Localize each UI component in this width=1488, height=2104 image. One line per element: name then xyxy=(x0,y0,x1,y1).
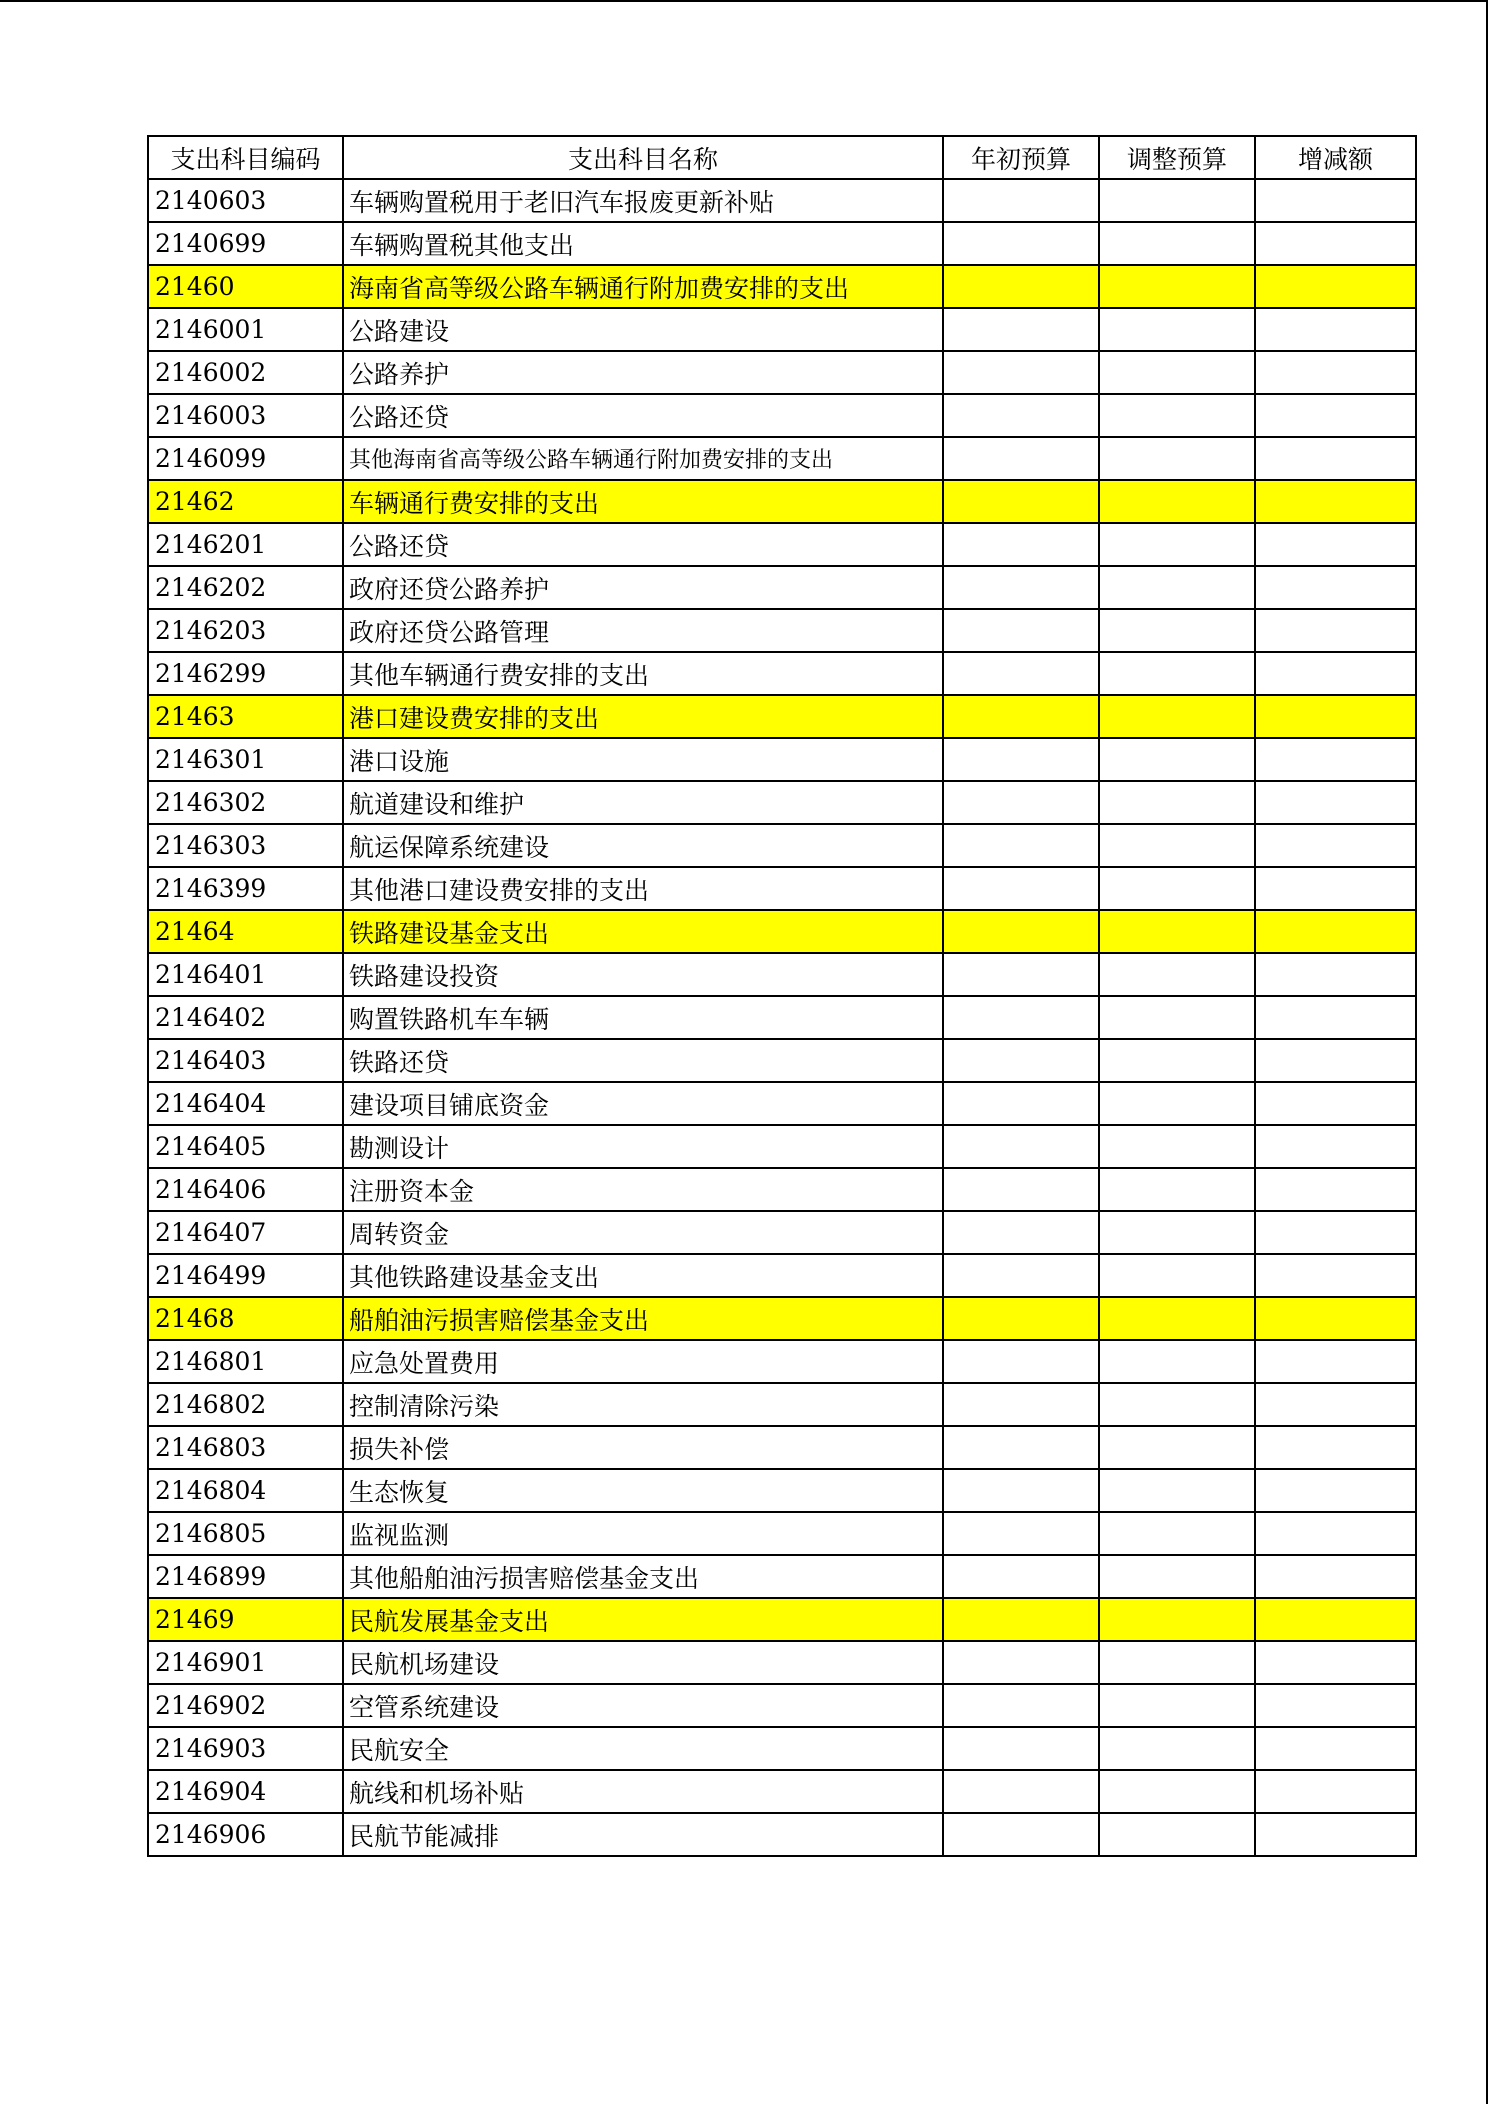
table-row xyxy=(148,867,1416,910)
cell-name: 车辆通行费安排的支出 xyxy=(343,480,943,523)
cell-initial-budget xyxy=(943,1641,1099,1684)
cell-adjusted-budget xyxy=(1099,1125,1255,1168)
cell-change xyxy=(1255,1469,1416,1512)
table-row xyxy=(148,738,1416,781)
cell-name: 政府还贷公路养护 xyxy=(343,566,943,609)
cell-adjusted-budget xyxy=(1099,738,1255,781)
cell-change xyxy=(1255,1168,1416,1211)
cell-adjusted-budget xyxy=(1099,996,1255,1039)
cell-code: 21469 xyxy=(148,1598,343,1641)
cell-code: 2146202 xyxy=(148,566,343,609)
cell-change xyxy=(1255,1770,1416,1813)
cell-adjusted-budget xyxy=(1099,1297,1255,1340)
cell-adjusted-budget xyxy=(1099,1211,1255,1254)
cell-initial-budget xyxy=(943,222,1099,265)
cell-adjusted-budget xyxy=(1099,609,1255,652)
cell-change xyxy=(1255,824,1416,867)
cell-code: 2146002 xyxy=(148,351,343,394)
cell-name: 损失补偿 xyxy=(343,1426,943,1469)
budget-table xyxy=(147,135,1417,1857)
cell-name: 公路养护 xyxy=(343,351,943,394)
category-row xyxy=(148,695,1416,738)
cell-code: 21468 xyxy=(148,1297,343,1340)
cell-code: 2146902 xyxy=(148,1684,343,1727)
cell-adjusted-budget xyxy=(1099,1168,1255,1211)
cell-change xyxy=(1255,1211,1416,1254)
header-change: 增减额 xyxy=(1255,136,1416,179)
cell-code: 2146399 xyxy=(148,867,343,910)
cell-change xyxy=(1255,394,1416,437)
cell-adjusted-budget xyxy=(1099,652,1255,695)
cell-code: 2146001 xyxy=(148,308,343,351)
cell-adjusted-budget xyxy=(1099,265,1255,308)
cell-name: 公路还贷 xyxy=(343,394,943,437)
cell-change xyxy=(1255,652,1416,695)
cell-adjusted-budget xyxy=(1099,824,1255,867)
cell-initial-budget xyxy=(943,996,1099,1039)
cell-initial-budget xyxy=(943,1555,1099,1598)
cell-initial-budget xyxy=(943,738,1099,781)
cell-change xyxy=(1255,1383,1416,1426)
cell-name: 民航安全 xyxy=(343,1727,943,1770)
cell-name: 购置铁路机车车辆 xyxy=(343,996,943,1039)
cell-initial-budget xyxy=(943,265,1099,308)
cell-adjusted-budget xyxy=(1099,351,1255,394)
cell-initial-budget xyxy=(943,1254,1099,1297)
table-row xyxy=(148,1555,1416,1598)
cell-initial-budget xyxy=(943,1383,1099,1426)
cell-name: 航运保障系统建设 xyxy=(343,824,943,867)
cell-name: 航道建设和维护 xyxy=(343,781,943,824)
cell-change xyxy=(1255,1125,1416,1168)
cell-name: 其他车辆通行费安排的支出 xyxy=(343,652,943,695)
cell-adjusted-budget xyxy=(1099,480,1255,523)
cell-code: 2146401 xyxy=(148,953,343,996)
cell-code: 2146906 xyxy=(148,1813,343,1856)
cell-initial-budget xyxy=(943,1125,1099,1168)
cell-initial-budget xyxy=(943,1168,1099,1211)
cell-code: 21462 xyxy=(148,480,343,523)
cell-adjusted-budget xyxy=(1099,953,1255,996)
cell-adjusted-budget xyxy=(1099,1469,1255,1512)
cell-adjusted-budget xyxy=(1099,1598,1255,1641)
cell-change xyxy=(1255,1039,1416,1082)
table-header-row xyxy=(148,136,1416,179)
cell-name: 港口建设费安排的支出 xyxy=(343,695,943,738)
table-row xyxy=(148,1082,1416,1125)
category-row xyxy=(148,480,1416,523)
cell-adjusted-budget xyxy=(1099,1641,1255,1684)
cell-code: 2140603 xyxy=(148,179,343,222)
table-row xyxy=(148,1770,1416,1813)
cell-code: 2146302 xyxy=(148,781,343,824)
cell-code: 2146404 xyxy=(148,1082,343,1125)
cell-code: 2146804 xyxy=(148,1469,343,1512)
cell-code: 2146406 xyxy=(148,1168,343,1211)
cell-name: 其他船舶油污损害赔偿基金支出 xyxy=(343,1555,943,1598)
cell-initial-budget xyxy=(943,1598,1099,1641)
category-row xyxy=(148,1598,1416,1641)
cell-initial-budget xyxy=(943,351,1099,394)
cell-adjusted-budget xyxy=(1099,394,1255,437)
cell-initial-budget xyxy=(943,652,1099,695)
table-row xyxy=(148,1512,1416,1555)
table-row xyxy=(148,652,1416,695)
cell-code: 2146899 xyxy=(148,1555,343,1598)
cell-change xyxy=(1255,1727,1416,1770)
cell-adjusted-budget xyxy=(1099,1426,1255,1469)
cell-name: 其他港口建设费安排的支出 xyxy=(343,867,943,910)
cell-change xyxy=(1255,437,1416,480)
cell-initial-budget xyxy=(943,1211,1099,1254)
header-initial-budget: 年初预算 xyxy=(943,136,1099,179)
cell-name: 控制清除污染 xyxy=(343,1383,943,1426)
cell-change xyxy=(1255,1555,1416,1598)
cell-adjusted-budget xyxy=(1099,781,1255,824)
cell-name: 民航发展基金支出 xyxy=(343,1598,943,1641)
cell-code: 2146801 xyxy=(148,1340,343,1383)
cell-change xyxy=(1255,566,1416,609)
cell-code: 2146403 xyxy=(148,1039,343,1082)
cell-code: 2146901 xyxy=(148,1641,343,1684)
cell-adjusted-budget xyxy=(1099,437,1255,480)
cell-name: 海南省高等级公路车辆通行附加费安排的支出 xyxy=(343,265,943,308)
cell-change xyxy=(1255,523,1416,566)
table-row xyxy=(148,1039,1416,1082)
cell-change xyxy=(1255,1254,1416,1297)
cell-change xyxy=(1255,265,1416,308)
category-row xyxy=(148,265,1416,308)
table-row xyxy=(148,1211,1416,1254)
table-row xyxy=(148,351,1416,394)
table-row xyxy=(148,1727,1416,1770)
cell-initial-budget xyxy=(943,781,1099,824)
cell-initial-budget xyxy=(943,566,1099,609)
cell-code: 21460 xyxy=(148,265,343,308)
cell-initial-budget xyxy=(943,1512,1099,1555)
cell-initial-budget xyxy=(943,437,1099,480)
cell-code: 2146003 xyxy=(148,394,343,437)
cell-initial-budget xyxy=(943,480,1099,523)
cell-code: 2146303 xyxy=(148,824,343,867)
cell-initial-budget xyxy=(943,824,1099,867)
cell-change xyxy=(1255,781,1416,824)
cell-code: 2146402 xyxy=(148,996,343,1039)
cell-initial-budget xyxy=(943,179,1099,222)
cell-adjusted-budget xyxy=(1099,222,1255,265)
cell-name: 港口设施 xyxy=(343,738,943,781)
cell-adjusted-budget xyxy=(1099,308,1255,351)
category-row xyxy=(148,1297,1416,1340)
cell-adjusted-budget xyxy=(1099,179,1255,222)
cell-change xyxy=(1255,1684,1416,1727)
cell-code: 2146405 xyxy=(148,1125,343,1168)
table-row xyxy=(148,394,1416,437)
cell-adjusted-budget xyxy=(1099,1727,1255,1770)
cell-adjusted-budget xyxy=(1099,1770,1255,1813)
table-row xyxy=(148,566,1416,609)
cell-change xyxy=(1255,695,1416,738)
cell-code: 2146803 xyxy=(148,1426,343,1469)
cell-code: 2146904 xyxy=(148,1770,343,1813)
table-row xyxy=(148,1168,1416,1211)
cell-initial-budget xyxy=(943,609,1099,652)
cell-change xyxy=(1255,996,1416,1039)
cell-change xyxy=(1255,738,1416,781)
cell-code: 2146499 xyxy=(148,1254,343,1297)
cell-initial-budget xyxy=(943,394,1099,437)
cell-change xyxy=(1255,1641,1416,1684)
cell-code: 21464 xyxy=(148,910,343,953)
cell-name: 注册资本金 xyxy=(343,1168,943,1211)
cell-initial-budget xyxy=(943,1770,1099,1813)
cell-change xyxy=(1255,308,1416,351)
cell-adjusted-budget xyxy=(1099,523,1255,566)
header-adjusted-budget: 调整预算 xyxy=(1099,136,1255,179)
cell-adjusted-budget xyxy=(1099,566,1255,609)
cell-change xyxy=(1255,222,1416,265)
cell-change xyxy=(1255,910,1416,953)
table-row xyxy=(148,1426,1416,1469)
cell-initial-budget xyxy=(943,953,1099,996)
cell-name: 监视监测 xyxy=(343,1512,943,1555)
table-row xyxy=(148,437,1416,480)
table-row xyxy=(148,824,1416,867)
table-row xyxy=(148,1254,1416,1297)
cell-adjusted-budget xyxy=(1099,1039,1255,1082)
table-row xyxy=(148,523,1416,566)
cell-change xyxy=(1255,1340,1416,1383)
table-row xyxy=(148,609,1416,652)
cell-code: 2146407 xyxy=(148,1211,343,1254)
table-row xyxy=(148,1340,1416,1383)
cell-adjusted-budget xyxy=(1099,1555,1255,1598)
cell-change xyxy=(1255,1082,1416,1125)
cell-name: 勘测设计 xyxy=(343,1125,943,1168)
cell-name: 空管系统建设 xyxy=(343,1684,943,1727)
cell-initial-budget xyxy=(943,1039,1099,1082)
cell-adjusted-budget xyxy=(1099,1813,1255,1856)
cell-adjusted-budget xyxy=(1099,1512,1255,1555)
category-row xyxy=(148,910,1416,953)
cell-code: 2146805 xyxy=(148,1512,343,1555)
cell-name: 其他海南省高等级公路车辆通行附加费安排的支出 xyxy=(343,437,943,480)
cell-adjusted-budget xyxy=(1099,1254,1255,1297)
header-name: 支出科目名称 xyxy=(343,136,943,179)
cell-initial-budget xyxy=(943,1426,1099,1469)
cell-code: 2146201 xyxy=(148,523,343,566)
header-code: 支出科目编码 xyxy=(148,136,343,179)
cell-code: 21463 xyxy=(148,695,343,738)
page-top-border xyxy=(0,0,1488,2)
cell-adjusted-budget xyxy=(1099,910,1255,953)
cell-name: 应急处置费用 xyxy=(343,1340,943,1383)
cell-change xyxy=(1255,1297,1416,1340)
cell-code: 2146802 xyxy=(148,1383,343,1426)
table-row xyxy=(148,1469,1416,1512)
cell-adjusted-budget xyxy=(1099,1684,1255,1727)
cell-change xyxy=(1255,1813,1416,1856)
table-row xyxy=(148,996,1416,1039)
cell-initial-budget xyxy=(943,867,1099,910)
table-row xyxy=(148,222,1416,265)
cell-code: 2146203 xyxy=(148,609,343,652)
cell-name: 民航节能减排 xyxy=(343,1813,943,1856)
cell-initial-budget xyxy=(943,1684,1099,1727)
cell-name: 政府还贷公路管理 xyxy=(343,609,943,652)
cell-change xyxy=(1255,1426,1416,1469)
cell-initial-budget xyxy=(943,1340,1099,1383)
cell-initial-budget xyxy=(943,1813,1099,1856)
cell-name: 车辆购置税用于老旧汽车报废更新补贴 xyxy=(343,179,943,222)
cell-initial-budget xyxy=(943,308,1099,351)
cell-adjusted-budget xyxy=(1099,1340,1255,1383)
cell-name: 铁路还贷 xyxy=(343,1039,943,1082)
cell-name: 车辆购置税其他支出 xyxy=(343,222,943,265)
cell-name: 其他铁路建设基金支出 xyxy=(343,1254,943,1297)
cell-initial-budget xyxy=(943,1727,1099,1770)
table-row xyxy=(148,781,1416,824)
cell-adjusted-budget xyxy=(1099,695,1255,738)
cell-adjusted-budget xyxy=(1099,867,1255,910)
cell-change xyxy=(1255,953,1416,996)
cell-initial-budget xyxy=(943,1297,1099,1340)
table-row xyxy=(148,1641,1416,1684)
cell-change xyxy=(1255,867,1416,910)
table-row xyxy=(148,1383,1416,1426)
cell-name: 周转资金 xyxy=(343,1211,943,1254)
cell-initial-budget xyxy=(943,1469,1099,1512)
cell-name: 航线和机场补贴 xyxy=(343,1770,943,1813)
cell-name: 生态恢复 xyxy=(343,1469,943,1512)
cell-change xyxy=(1255,1598,1416,1641)
cell-initial-budget xyxy=(943,523,1099,566)
cell-code: 2140699 xyxy=(148,222,343,265)
cell-adjusted-budget xyxy=(1099,1082,1255,1125)
table-row xyxy=(148,1813,1416,1856)
cell-code: 2146903 xyxy=(148,1727,343,1770)
cell-name: 公路建设 xyxy=(343,308,943,351)
table-row xyxy=(148,179,1416,222)
table-body xyxy=(148,179,1416,1856)
cell-change xyxy=(1255,179,1416,222)
cell-name: 船舶油污损害赔偿基金支出 xyxy=(343,1297,943,1340)
table-row xyxy=(148,308,1416,351)
cell-change xyxy=(1255,609,1416,652)
cell-name: 铁路建设投资 xyxy=(343,953,943,996)
cell-initial-budget xyxy=(943,695,1099,738)
cell-change xyxy=(1255,351,1416,394)
cell-code: 2146301 xyxy=(148,738,343,781)
table-row xyxy=(148,953,1416,996)
cell-name: 铁路建设基金支出 xyxy=(343,910,943,953)
cell-name: 民航机场建设 xyxy=(343,1641,943,1684)
cell-initial-budget xyxy=(943,910,1099,953)
cell-initial-budget xyxy=(943,1082,1099,1125)
cell-code: 2146299 xyxy=(148,652,343,695)
cell-change xyxy=(1255,1512,1416,1555)
cell-adjusted-budget xyxy=(1099,1383,1255,1426)
cell-name: 建设项目铺底资金 xyxy=(343,1082,943,1125)
cell-change xyxy=(1255,480,1416,523)
table-row xyxy=(148,1684,1416,1727)
table-row xyxy=(148,1125,1416,1168)
cell-code: 2146099 xyxy=(148,437,343,480)
cell-name: 公路还贷 xyxy=(343,523,943,566)
